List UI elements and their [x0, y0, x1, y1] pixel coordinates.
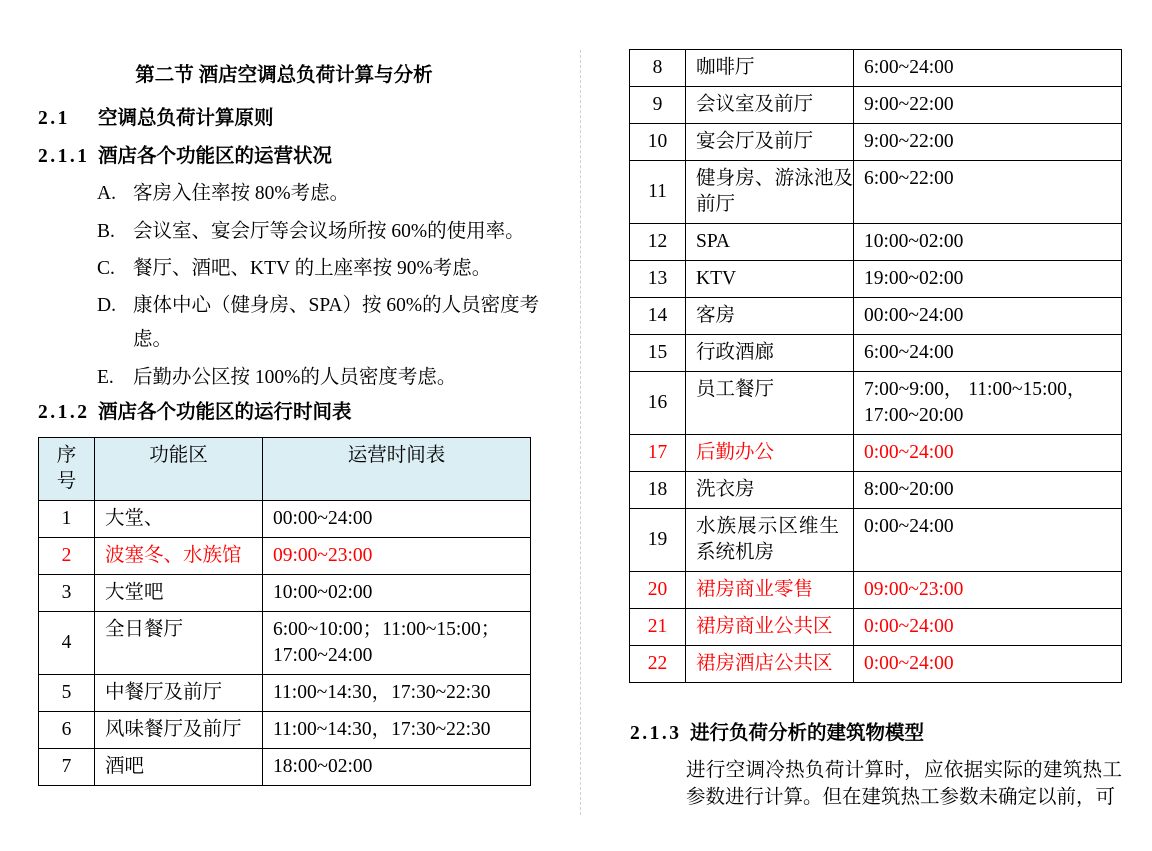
row-function-area: 风味餐厅及前厅 — [95, 712, 263, 749]
row-number: 14 — [630, 298, 686, 335]
row-function-area: 洗衣房 — [686, 472, 854, 509]
table-row — [39, 712, 531, 749]
list-item — [97, 361, 543, 395]
header-number: 序号 — [39, 438, 95, 501]
row-operating-hours: 6:00~24:00 — [854, 335, 1122, 372]
row-operating-hours: 6:00~22:00 — [854, 161, 1122, 224]
heading-text: 酒店各个功能区的运行时间表 — [98, 402, 352, 423]
header-function-area: 功能区 — [95, 438, 263, 501]
row-number: 19 — [630, 509, 686, 572]
row-number: 8 — [630, 50, 686, 87]
table-row — [630, 372, 1122, 435]
header-operating-hours: 运营时间表 — [263, 438, 531, 501]
row-operating-hours: 19:00~02:00 — [854, 261, 1122, 298]
row-operating-hours: 9:00~22:00 — [854, 87, 1122, 124]
row-number: 10 — [630, 124, 686, 161]
table-header-row — [39, 438, 531, 501]
row-number: 12 — [630, 224, 686, 261]
table-row — [39, 612, 531, 675]
heading-2-1-1 — [38, 140, 332, 174]
heading-2-1 — [38, 102, 274, 136]
row-operating-hours: 11:00~14:30，17:30~22:30 — [263, 712, 531, 749]
table-row — [630, 609, 1122, 646]
row-operating-hours: 6:00~24:00 — [854, 50, 1122, 87]
row-number: 15 — [630, 335, 686, 372]
row-operating-hours: 00:00~24:00 — [263, 501, 531, 538]
row-number: 3 — [39, 575, 95, 612]
row-function-area: 裙房商业零售 — [686, 572, 854, 609]
table-row — [630, 472, 1122, 509]
row-function-area: 客房 — [686, 298, 854, 335]
table-row — [630, 435, 1122, 472]
row-operating-hours: 0:00~24:00 — [854, 509, 1122, 572]
table-row — [630, 335, 1122, 372]
schedule-table-right — [629, 49, 1122, 683]
row-operating-hours: 11:00~14:30，17:30~22:30 — [263, 675, 531, 712]
list-item — [97, 177, 543, 211]
row-operating-hours: 0:00~24:00 — [854, 435, 1122, 472]
table-row — [630, 224, 1122, 261]
row-number: 11 — [630, 161, 686, 224]
table-row — [630, 646, 1122, 683]
list-item-letter: E. — [97, 367, 114, 388]
row-number: 4 — [39, 612, 95, 675]
list-item — [97, 289, 543, 357]
row-number: 18 — [630, 472, 686, 509]
row-function-area: 后勤办公 — [686, 435, 854, 472]
row-operating-hours: 0:00~24:00 — [854, 646, 1122, 683]
table-row — [630, 124, 1122, 161]
row-operating-hours: 09:00~23:00 — [854, 572, 1122, 609]
row-function-area: 会议室及前厅 — [686, 87, 854, 124]
table-row — [39, 538, 531, 575]
row-number: 17 — [630, 435, 686, 472]
row-function-area: 波塞冬、水族馆 — [95, 538, 263, 575]
table-row — [630, 572, 1122, 609]
heading-text: 酒店各个功能区的运营状况 — [98, 146, 333, 167]
list-item-text: 后勤办公区按 100%的人员密度考虑。 — [133, 367, 457, 388]
row-operating-hours: 10:00~02:00 — [263, 575, 531, 612]
row-operating-hours: 8:00~20:00 — [854, 472, 1122, 509]
list-item — [97, 215, 543, 249]
heading-2-1-3 — [630, 717, 924, 751]
row-operating-hours: 0:00~24:00 — [854, 609, 1122, 646]
column-divider — [580, 50, 581, 815]
table-row — [39, 675, 531, 712]
heading-number: 2.1.1 — [38, 146, 90, 167]
row-operating-hours: 7:00~9:00， 11:00~15:00，17:00~20:00 — [854, 372, 1122, 435]
row-number: 9 — [630, 87, 686, 124]
row-function-area: 健身房、游泳池及前厅 — [686, 161, 854, 224]
row-function-area: 全日餐厅 — [95, 612, 263, 675]
heading-number: 2.1.3 — [630, 723, 682, 744]
row-operating-hours: 00:00~24:00 — [854, 298, 1122, 335]
row-function-area: 裙房商业公共区 — [686, 609, 854, 646]
schedule-table-left — [38, 437, 531, 786]
section-title: 第二节 酒店空调总负荷计算与分析 — [135, 65, 433, 86]
row-function-area: 酒吧 — [95, 749, 263, 786]
row-number: 20 — [630, 572, 686, 609]
heading-number: 2.1.2 — [38, 402, 90, 423]
row-operating-hours: 6:00~10:00；11:00~15:00；17:00~24:00 — [263, 612, 531, 675]
list-item-letter: A. — [97, 183, 116, 204]
row-operating-hours: 10:00~02:00 — [854, 224, 1122, 261]
list-item — [97, 252, 543, 286]
table-row — [630, 87, 1122, 124]
row-number: 13 — [630, 261, 686, 298]
row-operating-hours: 09:00~23:00 — [263, 538, 531, 575]
table-row — [39, 749, 531, 786]
row-operating-hours: 18:00~02:00 — [263, 749, 531, 786]
row-function-area: KTV — [686, 261, 854, 298]
row-number: 5 — [39, 675, 95, 712]
row-function-area: 大堂吧 — [95, 575, 263, 612]
row-function-area: SPA — [686, 224, 854, 261]
heading-text: 空调总负荷计算原则 — [98, 108, 274, 129]
row-function-area: 裙房酒店公共区 — [686, 646, 854, 683]
model-paragraph: 进行空调冷热负荷计算时，应依据实际的建筑热工参数进行计算。但在建筑热工参数未确定以前，可 — [686, 760, 1122, 808]
row-number: 6 — [39, 712, 95, 749]
row-function-area: 宴会厅及前厅 — [686, 124, 854, 161]
row-number: 1 — [39, 501, 95, 538]
row-operating-hours: 9:00~22:00 — [854, 124, 1122, 161]
table-row — [630, 298, 1122, 335]
table-row — [39, 575, 531, 612]
list-item-letter: D. — [97, 295, 116, 316]
table-row — [630, 50, 1122, 87]
list-item-letter: B. — [97, 221, 115, 242]
table-row — [630, 261, 1122, 298]
row-number: 21 — [630, 609, 686, 646]
row-function-area: 员工餐厅 — [686, 372, 854, 435]
list-item-text: 餐厅、酒吧、KTV 的上座率按 90%考虑。 — [133, 258, 492, 279]
table-row — [630, 509, 1122, 572]
table-row — [39, 501, 531, 538]
heading-number: 2.1 — [38, 108, 70, 129]
list-item-letter: C. — [97, 258, 115, 279]
list-item-text: 康体中心（健身房、SPA）按 60%的人员密度考虑。 — [133, 295, 540, 350]
row-function-area: 行政酒廊 — [686, 335, 854, 372]
row-function-area: 中餐厅及前厅 — [95, 675, 263, 712]
row-number: 16 — [630, 372, 686, 435]
heading-2-1-2 — [38, 396, 352, 430]
row-number: 2 — [39, 538, 95, 575]
list-item-text: 客房入住率按 80%考虑。 — [133, 183, 350, 204]
row-function-area: 水族展示区维生系统机房 — [686, 509, 854, 572]
row-function-area: 大堂、 — [95, 501, 263, 538]
row-number: 22 — [630, 646, 686, 683]
heading-text: 进行负荷分析的建筑物模型 — [690, 723, 925, 744]
row-number: 7 — [39, 749, 95, 786]
table-row — [630, 161, 1122, 224]
row-function-area: 咖啡厅 — [686, 50, 854, 87]
list-item-text: 会议室、宴会厅等会议场所按 60%的使用率。 — [133, 221, 525, 242]
